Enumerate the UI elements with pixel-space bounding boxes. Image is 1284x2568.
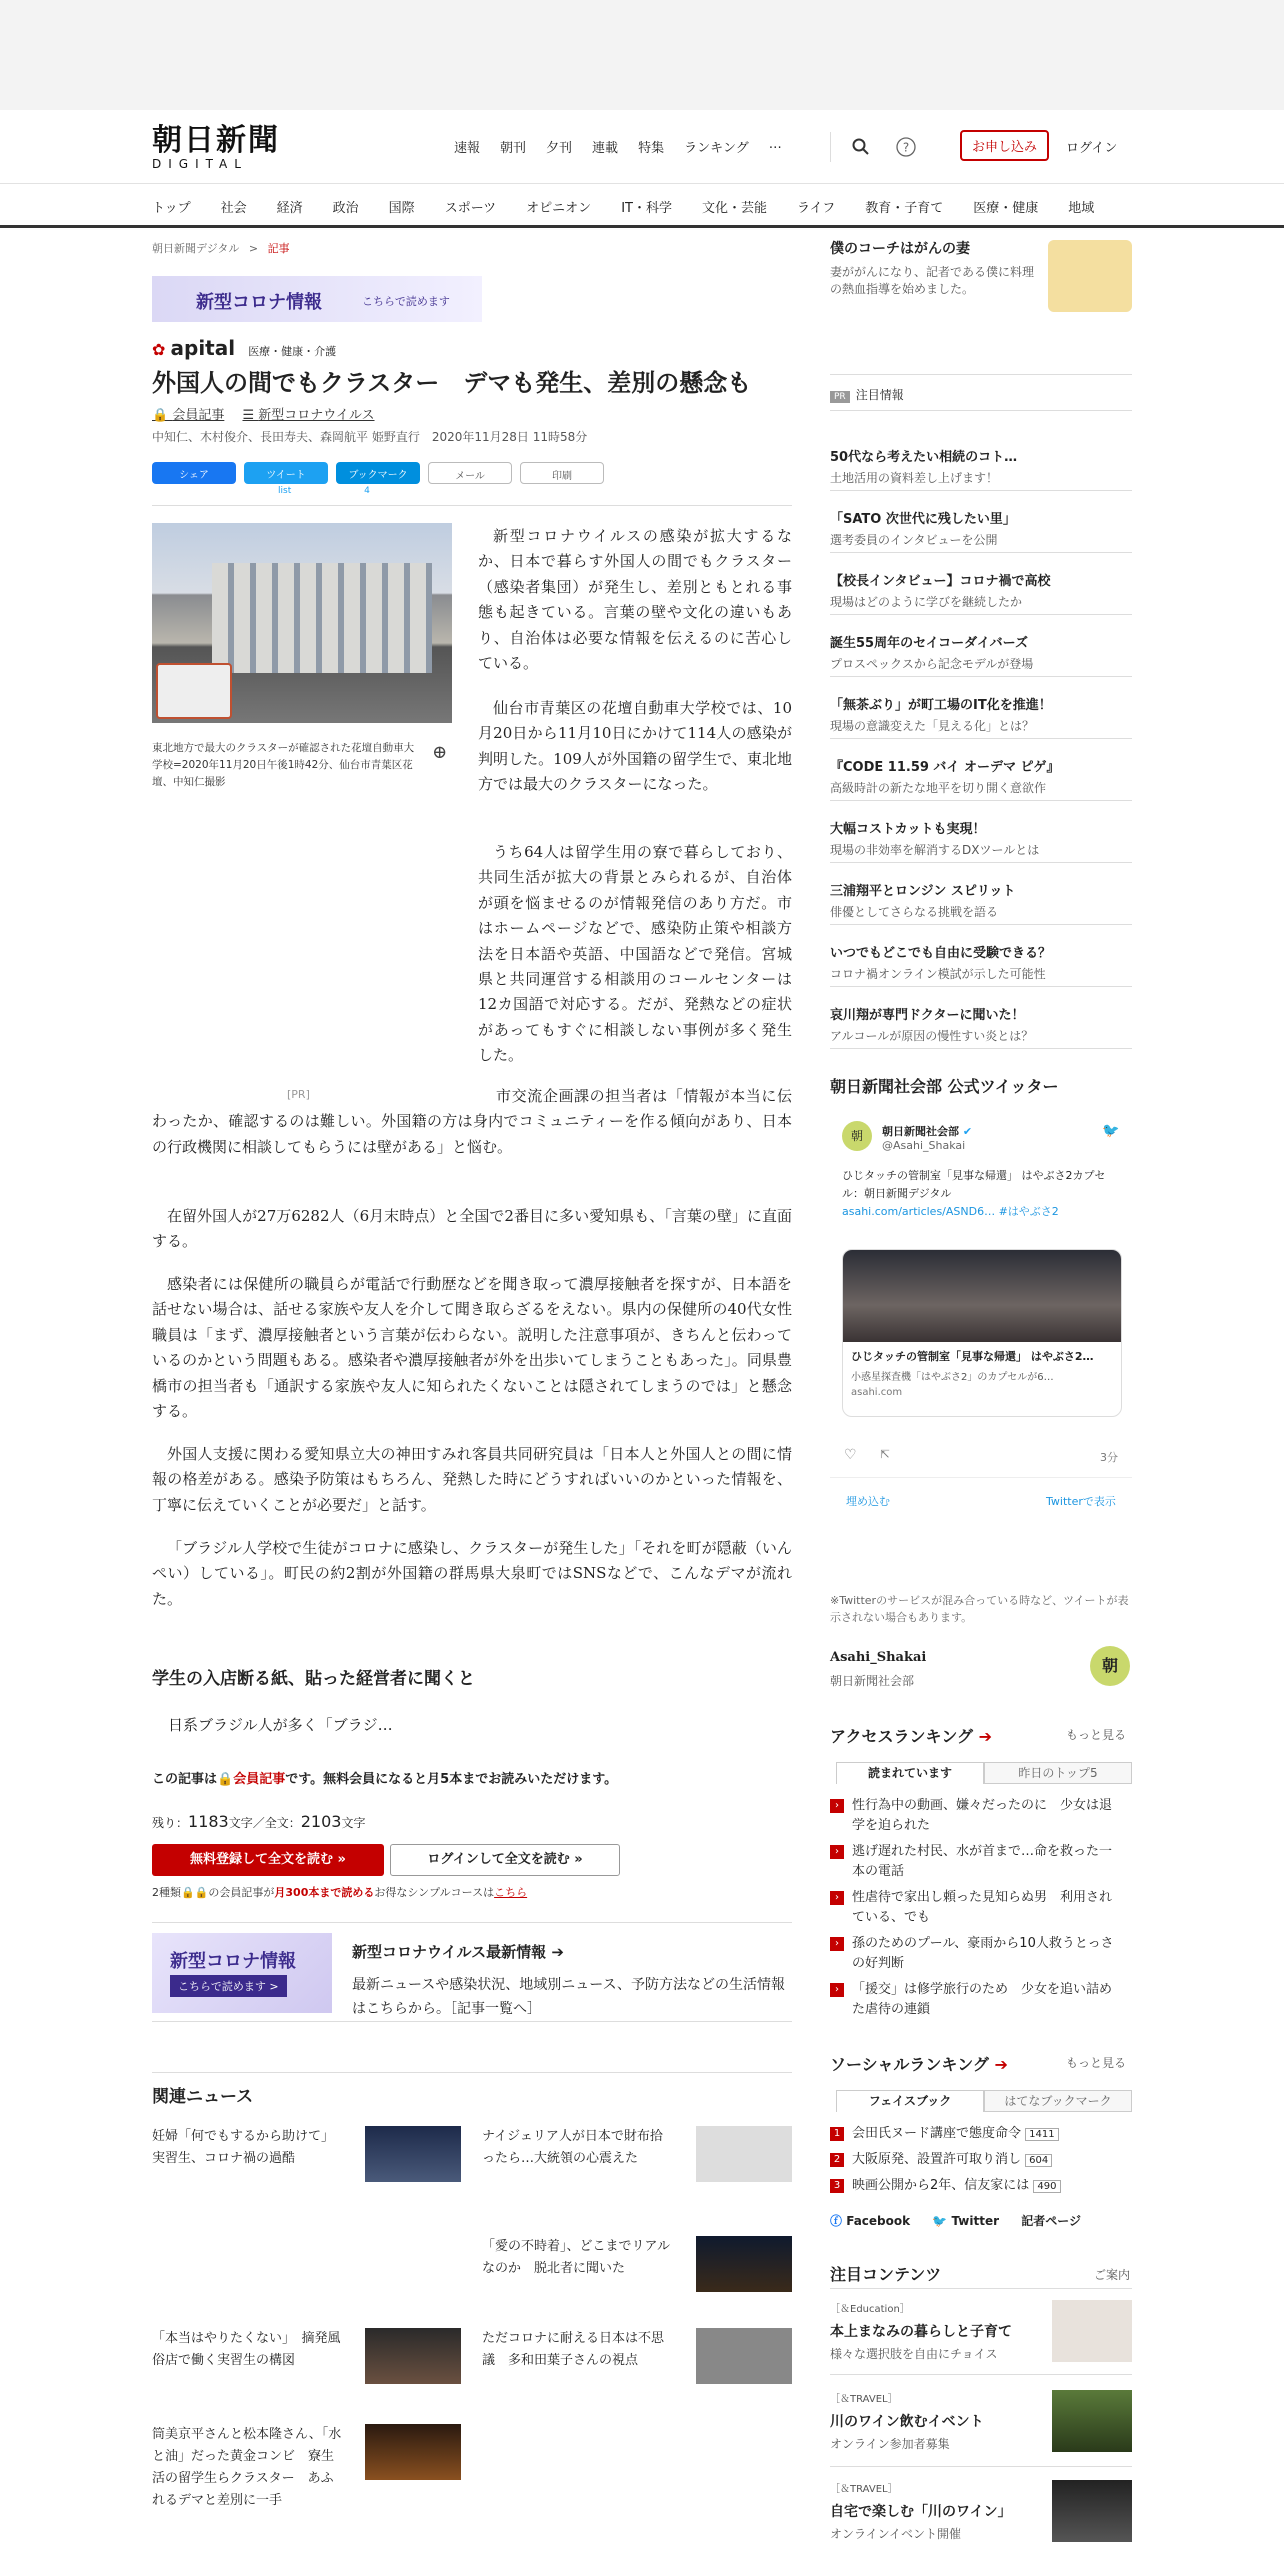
apital-label: [152, 336, 336, 360]
tab-most-read[interactable]: 読まれています: [836, 1762, 984, 1784]
attention-thumb: [1052, 2390, 1132, 2452]
ranking-item[interactable]: › 「援交」は修学旅行のため 少女を追い詰めた虐待の連鎖: [830, 1980, 1132, 2020]
related-heading: 関連ニュース: [152, 2087, 254, 2107]
nav-yuukan[interactable]: 夕刊: [546, 141, 573, 156]
related-item[interactable]: 筒美京平さんと松本隆さん、「水と油」だった黄金コンビ 寮生活の留学生らクラスター あふれるデマと差別に一手: [152, 2427, 342, 2508]
tab-yesterday-top5[interactable]: 昨日のトップ5: [984, 1762, 1132, 1784]
breadcrumb-root[interactable]: 朝日新聞デジタル: [152, 242, 240, 255]
share-facebook-button[interactable]: シェア: [152, 462, 236, 484]
topic-tag[interactable]: ☰ 新型コロナウイルス: [242, 408, 375, 423]
sidebar-ad-link[interactable]: 大幅コストカットも実現！ 現場の非効率を解消するDXツールとは: [830, 822, 1040, 857]
section-keizai[interactable]: 経済: [276, 201, 303, 216]
tab-facebook[interactable]: フェイスブック: [836, 2090, 984, 2112]
section-iryo[interactable]: 医療・健康: [973, 201, 1039, 216]
zoom-icon[interactable]: ⊕: [432, 742, 448, 763]
section-sports[interactable]: スポーツ: [444, 201, 497, 216]
twitter-note: ※Twitterのサービスが混み合っている時など、ツイートが表示されない場合もあります。: [830, 1594, 1129, 1624]
sidebar-ad[interactable]: [830, 238, 1132, 314]
embed-link[interactable]: 埋め込む: [846, 1495, 890, 1508]
related-item[interactable]: 妊婦「何でもするから助けて」 実習生、コロナ禍の過酷: [152, 2129, 341, 2166]
breadcrumb-sep: >: [248, 242, 259, 255]
share-hatena-button[interactable]: ブックマーク: [336, 462, 420, 484]
nav-ranking[interactable]: ランキング: [684, 141, 749, 156]
share-mail-button[interactable]: メール: [428, 462, 512, 484]
tweet-text: ひじタッチの管制室「見事な帰還」 はやぶさ2カプセル：朝日新聞デジタル: [842, 1169, 1106, 1200]
twitter-bird-icon[interactable]: 🐦: [1102, 1123, 1120, 1139]
chumoku-label: PR 注目情報: [830, 386, 904, 403]
social-item[interactable]: 1 会田氏ヌード講座で態度命令 1411: [830, 2124, 1132, 2145]
view-on-twitter-link[interactable]: Twitterで表示: [1046, 1495, 1116, 1508]
plan-note: 2種類🔒🔒の会員記事が月300本まで読めるお得なシンプルコースはこちら: [152, 1886, 528, 1899]
access-tabs: [836, 1762, 1132, 1784]
attention-info-link[interactable]: ご案内: [1094, 2268, 1131, 2282]
related-item[interactable]: 「本当はやりたくない」 摘発風俗店で働く実習生の構図: [152, 2331, 341, 2368]
covid-box-heading[interactable]: 新型コロナウイルス最新情報 ➔: [352, 1943, 564, 1961]
sidebar-ad-link[interactable]: 50代なら考えたい相続のコト… 土地活用の資料差し上げます！: [830, 450, 1018, 485]
related-thumb[interactable]: [696, 2126, 792, 2182]
pr-label: [PR]: [287, 1088, 310, 1101]
twitter-heading: 朝日新聞社会部 公式ツイッター: [830, 1077, 1059, 1096]
attention-item[interactable]: ［＆TRAVEL］ 川のワイン飲むイベント オンライン参加者募集: [830, 2390, 1132, 2452]
nav-sokuho[interactable]: 速報: [454, 141, 481, 156]
article-paragraph: うち64人は留学生用の寮で暮らしており、共同生活が拡大の背景とみられるが、自治体が頭を悩ませるのが情報発信のあり方だ。市はホームページなどで、感染防止策や相談方法を日本語や英語、中国語などで発信。宮城県と共同運営する相談用のコールセンターは12カ国語で対応する。だが、発熱などの症状があってもすぐに相談しない事例が多く発生した。: [478, 843, 792, 1065]
twitter-count[interactable]: list: [278, 486, 292, 496]
related-item[interactable]: ナイジェリア人が日本で財布拾ったら…大統領の心震えた: [482, 2129, 663, 2166]
attention-thumb: [1052, 2300, 1132, 2362]
social-more-link[interactable]: もっと見る: [1066, 2056, 1127, 2070]
ranking-item[interactable]: › 性行為中の動画、嫌々だったのに 少女は退学を迫られた: [830, 1796, 1132, 1836]
login-read-button[interactable]: ログインして全文を読む »: [390, 1844, 620, 1876]
related-thumb[interactable]: [696, 2236, 792, 2292]
login-link[interactable]: ログイン: [1066, 141, 1118, 156]
tweet-time[interactable]: 3分: [1100, 1451, 1118, 1464]
related-thumb[interactable]: [696, 2328, 792, 2384]
divider: [830, 374, 1132, 375]
account-badge[interactable]: 朝: [1090, 1646, 1130, 1686]
tab-hatena[interactable]: はてなブックマーク: [984, 2090, 1132, 2112]
attention-item[interactable]: ［＆Education］ 本上まなみの暮らしと子育て 様々な選択肢を自由にチョイス: [830, 2300, 1132, 2362]
apital-logo-icon: ✿: [152, 340, 166, 359]
more-icon[interactable]: …: [768, 137, 782, 152]
section-chiiki[interactable]: 地域: [1068, 201, 1095, 216]
apital-category: 医療・健康・介護: [248, 345, 337, 358]
section-top[interactable]: トップ: [152, 201, 191, 216]
sidebar-ad-link[interactable]: 「SATO 次世代に残したい里」 選考委員のインタビューを公開: [830, 512, 1016, 547]
article-paragraph: 新型コロナウイルスの感染が拡大するなか、日本で暮らす外国人の間でもクラスター（感染者集団）が発生し、差別ともとれる事態も起きている。言葉の壁や文化の違いもあり、自治体は必要な情報を伝えるのに苦心している。: [478, 527, 792, 673]
site-header: [0, 110, 1284, 184]
article-paragraph: 市交流企画課の担当者は「情報が本当に伝わったか、確認するのは難しい。外国籍の方は身内でコミュニティーを作る傾向があり、日本の行政機関に相談してもらうには壁がある」と悩む。: [152, 1087, 792, 1156]
article-headline: 外国人の間でもクラスター デマも発生、差別の懸念も: [152, 369, 752, 397]
section-it[interactable]: IT・科学: [621, 201, 672, 216]
twitter-link[interactable]: 🐦 Twitter: [932, 2214, 1000, 2228]
like-icon[interactable]: ♡: [844, 1447, 857, 1463]
byline: 中知仁、木村俊介、長田寿夫、森岡航平 姫野直行 2020年11月28日 11時58分: [152, 430, 588, 444]
account-name[interactable]: Asahi_Shakai: [830, 1650, 927, 1665]
tweet-card-image: [843, 1250, 1121, 1342]
nav-rensai[interactable]: 連載: [592, 141, 619, 156]
article-subheading: 学生の入店断る紙、貼った経営者に聞くと: [152, 1669, 475, 1689]
sidebar-ad-link[interactable]: 【校長インタビュー】コロナ禍で高校 現場はどのように学びを継続したか: [830, 574, 1051, 609]
tweet-author[interactable]: 朝日新聞社会部 ✔: [882, 1125, 973, 1138]
search-icon[interactable]: [852, 138, 870, 156]
subscribe-button[interactable]: お申し込み: [960, 130, 1049, 161]
sidebar-ad-desc: 妻ががんになり、記者である僕に料理の熱血指導を始めました。: [830, 265, 1035, 296]
photo-building: [212, 563, 432, 673]
plan-link[interactable]: こちら: [494, 1886, 528, 1899]
social-links: [830, 2212, 1081, 2229]
nav-tokushu[interactable]: 特集: [638, 141, 665, 156]
lock-icon: 🔒: [217, 1772, 234, 1787]
svg-text:?: ?: [902, 140, 910, 155]
sidebar-ad-link[interactable]: 誕生55周年のセイコーダイバーズ プロスペックスから記念モデルが登場: [830, 636, 1034, 671]
share-bar: [152, 462, 604, 484]
covid-banner[interactable]: [152, 276, 482, 322]
account-desc: 朝日新聞社会部: [830, 1674, 915, 1688]
reporter-page-link[interactable]: 記者ページ: [1021, 2214, 1081, 2228]
article-tags: [152, 404, 389, 423]
breadcrumb: [152, 240, 290, 256]
sidebar-ad-title: 僕のコーチはがんの妻: [830, 241, 970, 257]
sidebar-ad-link[interactable]: 『CODE 11.59 バイ オーデマ ピゲ』 高級時計の新たな地平を切り開く意欲作: [830, 760, 1060, 795]
tweet-card[interactable]: ひじタッチの管制室「見事な帰還」 はやぶさ2… 小惑星探査機「はやぶさ2」のカプセルが6… asahi.com: [842, 1249, 1122, 1417]
apital-logo: apital: [170, 336, 236, 360]
divider: [152, 505, 792, 506]
share-counts: [278, 486, 440, 496]
covid-banner-link: こちらで読めます: [362, 295, 450, 308]
ranking-item[interactable]: › 孫のためのプール、豪雨から10人救うとっさの好判断: [830, 1934, 1132, 1974]
hatena-count[interactable]: 4: [364, 486, 370, 496]
article-paragraph: 在留外国人が27万6282人（6月末時点）と全国で2番目に多い愛知県も、「言葉の壁」に直面する。: [152, 1207, 792, 1251]
print-button[interactable]: 印刷: [520, 462, 604, 484]
covid-info-box: [152, 1922, 792, 2022]
share-icon[interactable]: ⇱: [880, 1447, 891, 1461]
help-icon[interactable]: [896, 137, 916, 157]
breadcrumb-current: 記事: [267, 242, 290, 255]
section-life[interactable]: ライフ: [796, 201, 836, 216]
embedded-tweet: [830, 1103, 1132, 1515]
top-nav: [454, 137, 802, 156]
section-shakai[interactable]: 社会: [220, 201, 247, 216]
sidebar-ad-image: [1048, 240, 1132, 312]
covid-box-banner[interactable]: 新型コロナ情報 こちらで読めます >: [152, 1933, 332, 2013]
related-thumb[interactable]: [365, 2328, 461, 2384]
tweet-link[interactable]: asahi.com/articles/ASND6… #はやぶさ2: [842, 1205, 1059, 1218]
related-thumb[interactable]: [365, 2126, 461, 2182]
covid-banner-title: 新型コロナ情報: [196, 292, 322, 313]
section-opinion[interactable]: オピニオン: [526, 201, 592, 216]
sidebar-ad-link[interactable]: 「無茶ぶり」が町工場のIT化を推進！ 現場の意識変えた「見える化」とは？: [830, 698, 1052, 733]
related-thumb[interactable]: [365, 2424, 461, 2480]
member-tag[interactable]: 🔒 会員記事: [152, 408, 225, 423]
section-nav: [0, 184, 1284, 228]
article-photo[interactable]: [152, 523, 452, 723]
attention-item[interactable]: ［＆TRAVEL］ 自宅で楽しむ「川のワイン」 オンラインイベント開催: [830, 2480, 1132, 2542]
ranking-item[interactable]: › 逃げ遅れた村民、水が首まで…命を救った一本の電話: [830, 1842, 1132, 1882]
article-paragraph: 感染者には保健所の職員らが電話で行動歴などを聞き取って濃厚接触者を探すが、日本語を話せない場合は、話せる家族や友人を介して聞き取らざるをえない。県内の保健所の40代女性職員は「まず、濃厚接触者という言葉が伝わらない。説明した注意事項が、きちんと伝わっているのかという問題もある。感染者や濃厚接触者が外を出歩いてしまうこともあった」。同県豊橋市の担当者も「通訳する家族や友人に知られたくないことは隠されてしまうのでは」と懸念する。: [152, 1275, 792, 1421]
photo-caption: 東北地方で最大のクラスターが確認された花壇自動車大学校=2020年11月20日午後1時42分、仙台市青葉区花壇、中知仁撮影: [152, 742, 415, 788]
site-logo[interactable]: 朝日新聞 DIGITAL: [152, 123, 280, 171]
section-seiji[interactable]: 政治: [332, 201, 359, 216]
attention-thumb: [1052, 2480, 1132, 2542]
section-kokusai[interactable]: 国際: [388, 201, 415, 216]
article-teaser: 日系ブラジル人が多く「ブラジ…: [168, 1716, 393, 1734]
avatar[interactable]: 朝: [842, 1121, 872, 1151]
related-item[interactable]: 「愛の不時着」、どこまでリアルなのか 脱北者に聞いた: [482, 2239, 670, 2276]
social-item[interactable]: 3 映画公開から2年、信友家には 490: [830, 2176, 1132, 2197]
photo-bus: [156, 663, 232, 719]
social-tabs: [836, 2090, 1132, 2112]
facebook-link[interactable]: ⓕ Facebook: [830, 2214, 911, 2228]
covid-box-desc: 最新ニュースや感染状況、地域別ニュース、予防方法などの生活情報はこちらから。［記事一覧へ］: [352, 1977, 786, 2017]
sidebar-ad-link[interactable]: 哀川翔が専門ドクターに聞いた！ アルコールが原因の慢性すい炎とは？: [830, 1008, 1034, 1043]
sidebar-ad-link[interactable]: 三浦翔平とロンジン スピリット 俳優としてさらなる挑戦を語る: [830, 884, 1016, 919]
attention-heading: 注目コンテンツ: [830, 2265, 942, 2284]
related-item[interactable]: ただコロナに耐える日本は不思議 多和田葉子さんの視点: [482, 2331, 665, 2368]
section-bunka[interactable]: 文化・芸能: [701, 201, 767, 216]
register-read-button[interactable]: 無料登録して全文を読む »: [152, 1844, 384, 1876]
tweet-handle[interactable]: @Asahi_Shakai: [882, 1139, 966, 1152]
top-ad-band: [0, 0, 1284, 110]
article-paragraph: 外国人支援に関わる愛知県立大の神田すみれ客員共同研究員は「日本人と外国人との間に情報の格差がある。感染予防策はもちろん、発熱した時にどうすればいいのかといった情報を、丁寧に伝えていくことが必要だ」と話す。: [152, 1445, 792, 1514]
article-paragraph: 「ブラジル人学校で生徒がコロナに感染し、クラスターが発生した」「それを町が隠蔽（いんぺい）している」。町民の約2割が外国籍の群馬県大泉町ではSNSなどで、こんなデマが流れた。: [152, 1539, 792, 1608]
char-count: 残り：1183文字／全文：2103文字: [152, 1812, 366, 1831]
share-twitter-button[interactable]: ツイート: [244, 462, 328, 484]
divider: [830, 410, 1132, 411]
sidebar-ad-link[interactable]: いつでもどこでも自由に受験できる？ コロナ禍オンライン模試が示した可能性: [830, 946, 1052, 981]
access-ranking-heading[interactable]: アクセスランキング ➔: [830, 1727, 993, 1746]
social-item[interactable]: 2 大阪原発、設置許可取り消し 604: [830, 2150, 1132, 2171]
paywall-notice: この記事は🔒会員記事です。無料会員になると月5本までお読みいただけます。: [152, 1772, 618, 1787]
social-ranking-heading[interactable]: ソーシャルランキング ➔: [830, 2055, 1008, 2074]
nav-choukan[interactable]: 朝刊: [500, 141, 527, 156]
section-kyoiku[interactable]: 教育・子育て: [865, 201, 944, 216]
article-paragraph: 仙台市青葉区の花壇自動車大学校では、10月20日から11月10日にかけて114人の感染が判明した。109人が外国籍の留学生で、東北地方では最大のクラスターになった。: [478, 699, 792, 794]
ranking-item[interactable]: › 性虐待で家出し頼った見知らぬ男 利用されている、でも: [830, 1888, 1132, 1928]
access-more-link[interactable]: もっと見る: [1066, 1728, 1127, 1742]
